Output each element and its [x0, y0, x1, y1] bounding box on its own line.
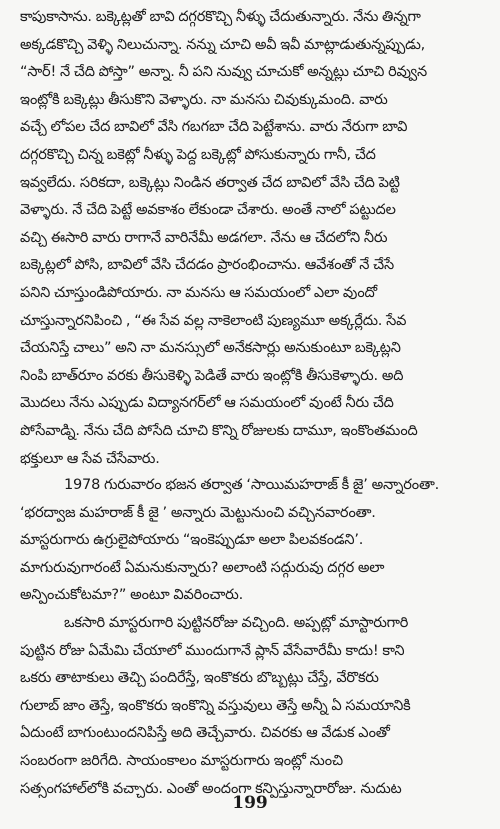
- page-number: 199: [232, 793, 268, 813]
- text-line: ‘భరద్వాజ మహరాజ్ కీ జై ’ అన్నారు మెట్టునుంచి వచ్చినవారంతా.: [20, 504, 376, 521]
- paragraph-3: [20, 610, 494, 803]
- text-line: చేయనిస్తే చాలు” అని నా మనస్సులో అనేకసార్లు అనుకుంటూ బక్కెట్లని: [20, 340, 401, 357]
- text-line: పుట్టిన రోజు ఏమేమి చేయాలో ముందుగానే ప్లాన్ వేసేవారేమీ కాదు! కాని: [20, 642, 405, 659]
- text-line: ఏదుంటే బాగుంటుందనిపిస్తే అది తెచ్చేవారు. చివరకు ఆ వేడుక ఎంతో: [20, 725, 390, 742]
- text-line: భక్తులూ ఆ సేవ చేసేవారు.: [20, 450, 160, 467]
- text-line: ఒకసారి మాస్టరుగారి పుట్టినరోజు వచ్చింది. అప్పట్లో మాస్టారుగారి: [64, 615, 409, 631]
- text-line: బక్కెట్లలో పోసి, బావిలో వేసి చేదడం ప్రారంభించాను. ఆవేశంతో నే చేసే: [20, 257, 394, 274]
- text-line: ఇవ్వలేదు. సరికదా, బక్కెట్లు నిండిన తర్వాత చేద బావిలో వేసి చేది పెట్టి: [20, 174, 400, 191]
- text-line: మాస్టరుగారు ఉగ్రులైపోయారు “ఇంకెప్పుడూ అలా పిలవకండని’.: [20, 532, 364, 549]
- text-line: మొదలు నేను ఎప్పుడు విద్యానగర్‌లో ఆ సమయంలో వుంటే నీరు చేది: [20, 395, 394, 412]
- text-line: “సార్! నే చేది పోస్తా” అన్నా. నీ పని నువ్వు చూచుకో అన్నట్లు చూచి రివ్వున: [20, 64, 427, 81]
- text-line: సత్సంగహాల్‌లోకి వచ్చారు. ఎంతో అందంగా కన్పిస్తున్నారారోజు. నుదుట: [20, 780, 402, 797]
- text-line: నింపి బాత్‌రూం వరకు తీసుకెళ్ళి పెడితే వారు ఇంట్లోకి తీసుకెళ్ళారు. అది: [20, 367, 404, 384]
- paragraph-2: [20, 472, 494, 610]
- text-line: దగ్గరకొచ్చి చిన్న బకెట్లో నీళ్ళు పెద్ద బక్కెట్లో పోసుకున్నారు గానీ, చేద: [20, 146, 376, 163]
- text-line: మాగురువుగారంటే ఏమనుకున్నారు? అలాంటి సద్గురువు దగ్గర అలా: [20, 559, 385, 576]
- text-line: పోసేవాడ్ని. నేను చేది పోసేది చూచి కొన్ని రోజులకు దామూ, ఇంకొంతమంది: [20, 422, 418, 439]
- text-line: కాపుకాసాను. బక్కెట్లతో బావి దగ్గరకొచ్చి నీళ్ళు చేదుతున్నారు. నేను తిన్నగా: [20, 9, 421, 25]
- text-line: అక్కడకొచ్చి వెళ్ళి నిలుచున్నా. నన్ను చూచి అవీ ఇవీ మాట్లాడుతున్నప్పుడు,: [20, 36, 426, 53]
- text-line: ఒకరు తాటాకులు తెచ్చి పందిరేస్తే, ఇంకొకరు బొబ్బట్లు చేస్తే, వేరొకరు: [20, 670, 379, 687]
- text-line: వచ్చే లోపల చేద బావిలో వేసి గబగబా చేది పెట్టేశాను. వారు నేరుగా బావి: [20, 119, 408, 136]
- text-line: గులాబ్ జాం తెస్తే, ఇంకొకరు ఇంకొన్ని వస్తువులు తెస్తే అన్నీ ఏ సమయానికి: [20, 697, 411, 714]
- text-line: పనిని చూస్తుండిపోయారు. నా మనసు ఆ సమయంలో ఎలా వుందో: [20, 284, 377, 301]
- text-line: అన్పించుకోటమా?” అంటూ వివరించారు.: [20, 587, 244, 604]
- text-line: వెళ్ళారు. నే చేది పెట్టే అవకాశం లేకుండా చేశారు. అంతే నాలో పట్టుదల: [20, 202, 396, 219]
- text-line: వచ్చి ఈసారి వారు రాగానే వారినేమీ అడగలా. నేను ఆ చేదలోని నీరు: [20, 229, 388, 246]
- text-line: 1978 గురువారం భజన తర్వాత ‘సాయిమహరాజ్ కీ జై’ అన్నారంతా.: [64, 477, 440, 493]
- text-line: సంబరంగా జరిగేది. సాయంకాలం మాస్టరుగారు ఇంట్లో నుంచి: [20, 752, 343, 769]
- paragraph-1: [20, 4, 494, 473]
- text-line: ఇంట్లోకి బక్కెట్లు తీసుకొని వెళ్ళారు. నా మనసు చివుక్కుమంది. వారు: [20, 91, 388, 108]
- text-line: చూస్తున్నారనిపించి , “ఈ సేవ వల్ల నాకెలాంటి పుణ్యమూ అక్కర్లేదు. సేవ: [20, 312, 407, 329]
